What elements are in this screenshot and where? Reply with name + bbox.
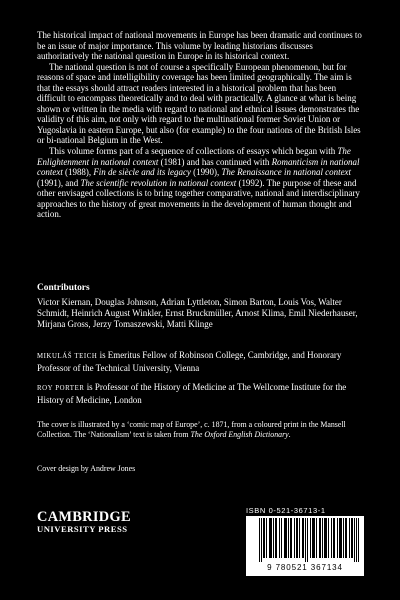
blurb-text: (1991), and <box>37 177 81 188</box>
blurb-text: (1992). The purpose of these and other envisaged collections is to bring together comparative, national and interdisciplinary approaches to the history of great movements in the development of human thought and action. <box>37 177 360 220</box>
editor-name: MIKULÁŠ TEICH <box>37 353 98 360</box>
contributors-heading: Contributors <box>37 283 90 293</box>
editor-name: ROY PORTER <box>37 385 85 392</box>
editor-bio-text: is Emeritus Fellow of Robinson College, Cambridge, and Honorary Professor of the Technical University, Vienna <box>37 350 342 373</box>
book-title: The scientific revolution in national context <box>80 177 237 188</box>
blurb-text: (1988), <box>62 167 94 178</box>
book-title: Romanticism in national context <box>37 156 360 178</box>
barcode-number: 9 780521 367134 <box>267 563 343 572</box>
editor-bio-text: is Professor of the History of Medicine at The Wellcome Institute for the History of Medicine, London <box>37 382 347 405</box>
barcode-icon <box>259 518 359 562</box>
book-title: Fin de siècle and its legacy <box>93 167 191 178</box>
blurb <box>37 30 363 220</box>
cover-note-text: The cover is illustrated by a ‘comic map of Europe’, c. 1871, from a coloured print in the Mansell Collection. The ‘Nationalism’ text is taken from <box>37 420 346 439</box>
publisher-logo <box>37 510 131 534</box>
isbn-label: ISBN 0-521-36713-1 <box>246 506 326 515</box>
contributors-list: Victor Kiernan, Douglas Johnson, Adrian Lyttleton, Simon Barton, Louis Vos, Walter Schmidt, Heinrich August Winkler, Ernst Bruckmüller, Arnost Klima, Emil Niederhauser, Mirjana Gross, Jerzy Tomaszewski, Matti Klinge <box>37 297 358 329</box>
blurb-paragraph-2: The national question is not of course a specifically European phenomenon, but for reasons of space and intelligibility coverage has been limited geographically. The aim is that the essays should attract readers interested in a historical problem that has been difficult to encompass theoretically and to deal with practically. A glance at what is being shown or written in the media with regard to national and ethnical issues demonstrates the validity of this aim, not only with regard to the multinational former Soviet Union or Yugoslavia in eastern Europe, but also (for example) to the four nations of the British Isles or bi-national Belgium in the West. <box>37 61 361 146</box>
editor-bio-porter <box>37 382 367 405</box>
cover-note-source: The Oxford English Dictionary <box>190 429 289 439</box>
blurb-text: (1990), <box>190 167 222 178</box>
blurb-text: This volume forms part of a sequence of collections of essays which began with <box>49 146 338 157</box>
book-title: The Renaissance in national context <box>221 167 351 178</box>
publisher-name-line2: UNIVERSITY PRESS <box>37 524 128 534</box>
barcode-panel <box>246 516 364 576</box>
publisher-name-line1: CAMBRIDGE <box>37 509 131 525</box>
blurb-text: (1981) and has continued with <box>158 156 272 167</box>
book-title: The Enlightenment in national context <box>37 146 351 167</box>
blurb-paragraph-1: The historical impact of national movements in Europe has been dramatic and continues to be an issue of major importance. This volume by leading historians discusses authoritatively the national question in Europe in its historical context. <box>37 30 362 62</box>
blurb-paragraph-3 <box>37 146 363 220</box>
cover-design-credit: Cover design by Andrew Jones <box>37 464 136 473</box>
cover-note <box>37 420 367 439</box>
editor-bio-teich <box>37 350 367 373</box>
cover-note-end: . <box>288 429 291 439</box>
